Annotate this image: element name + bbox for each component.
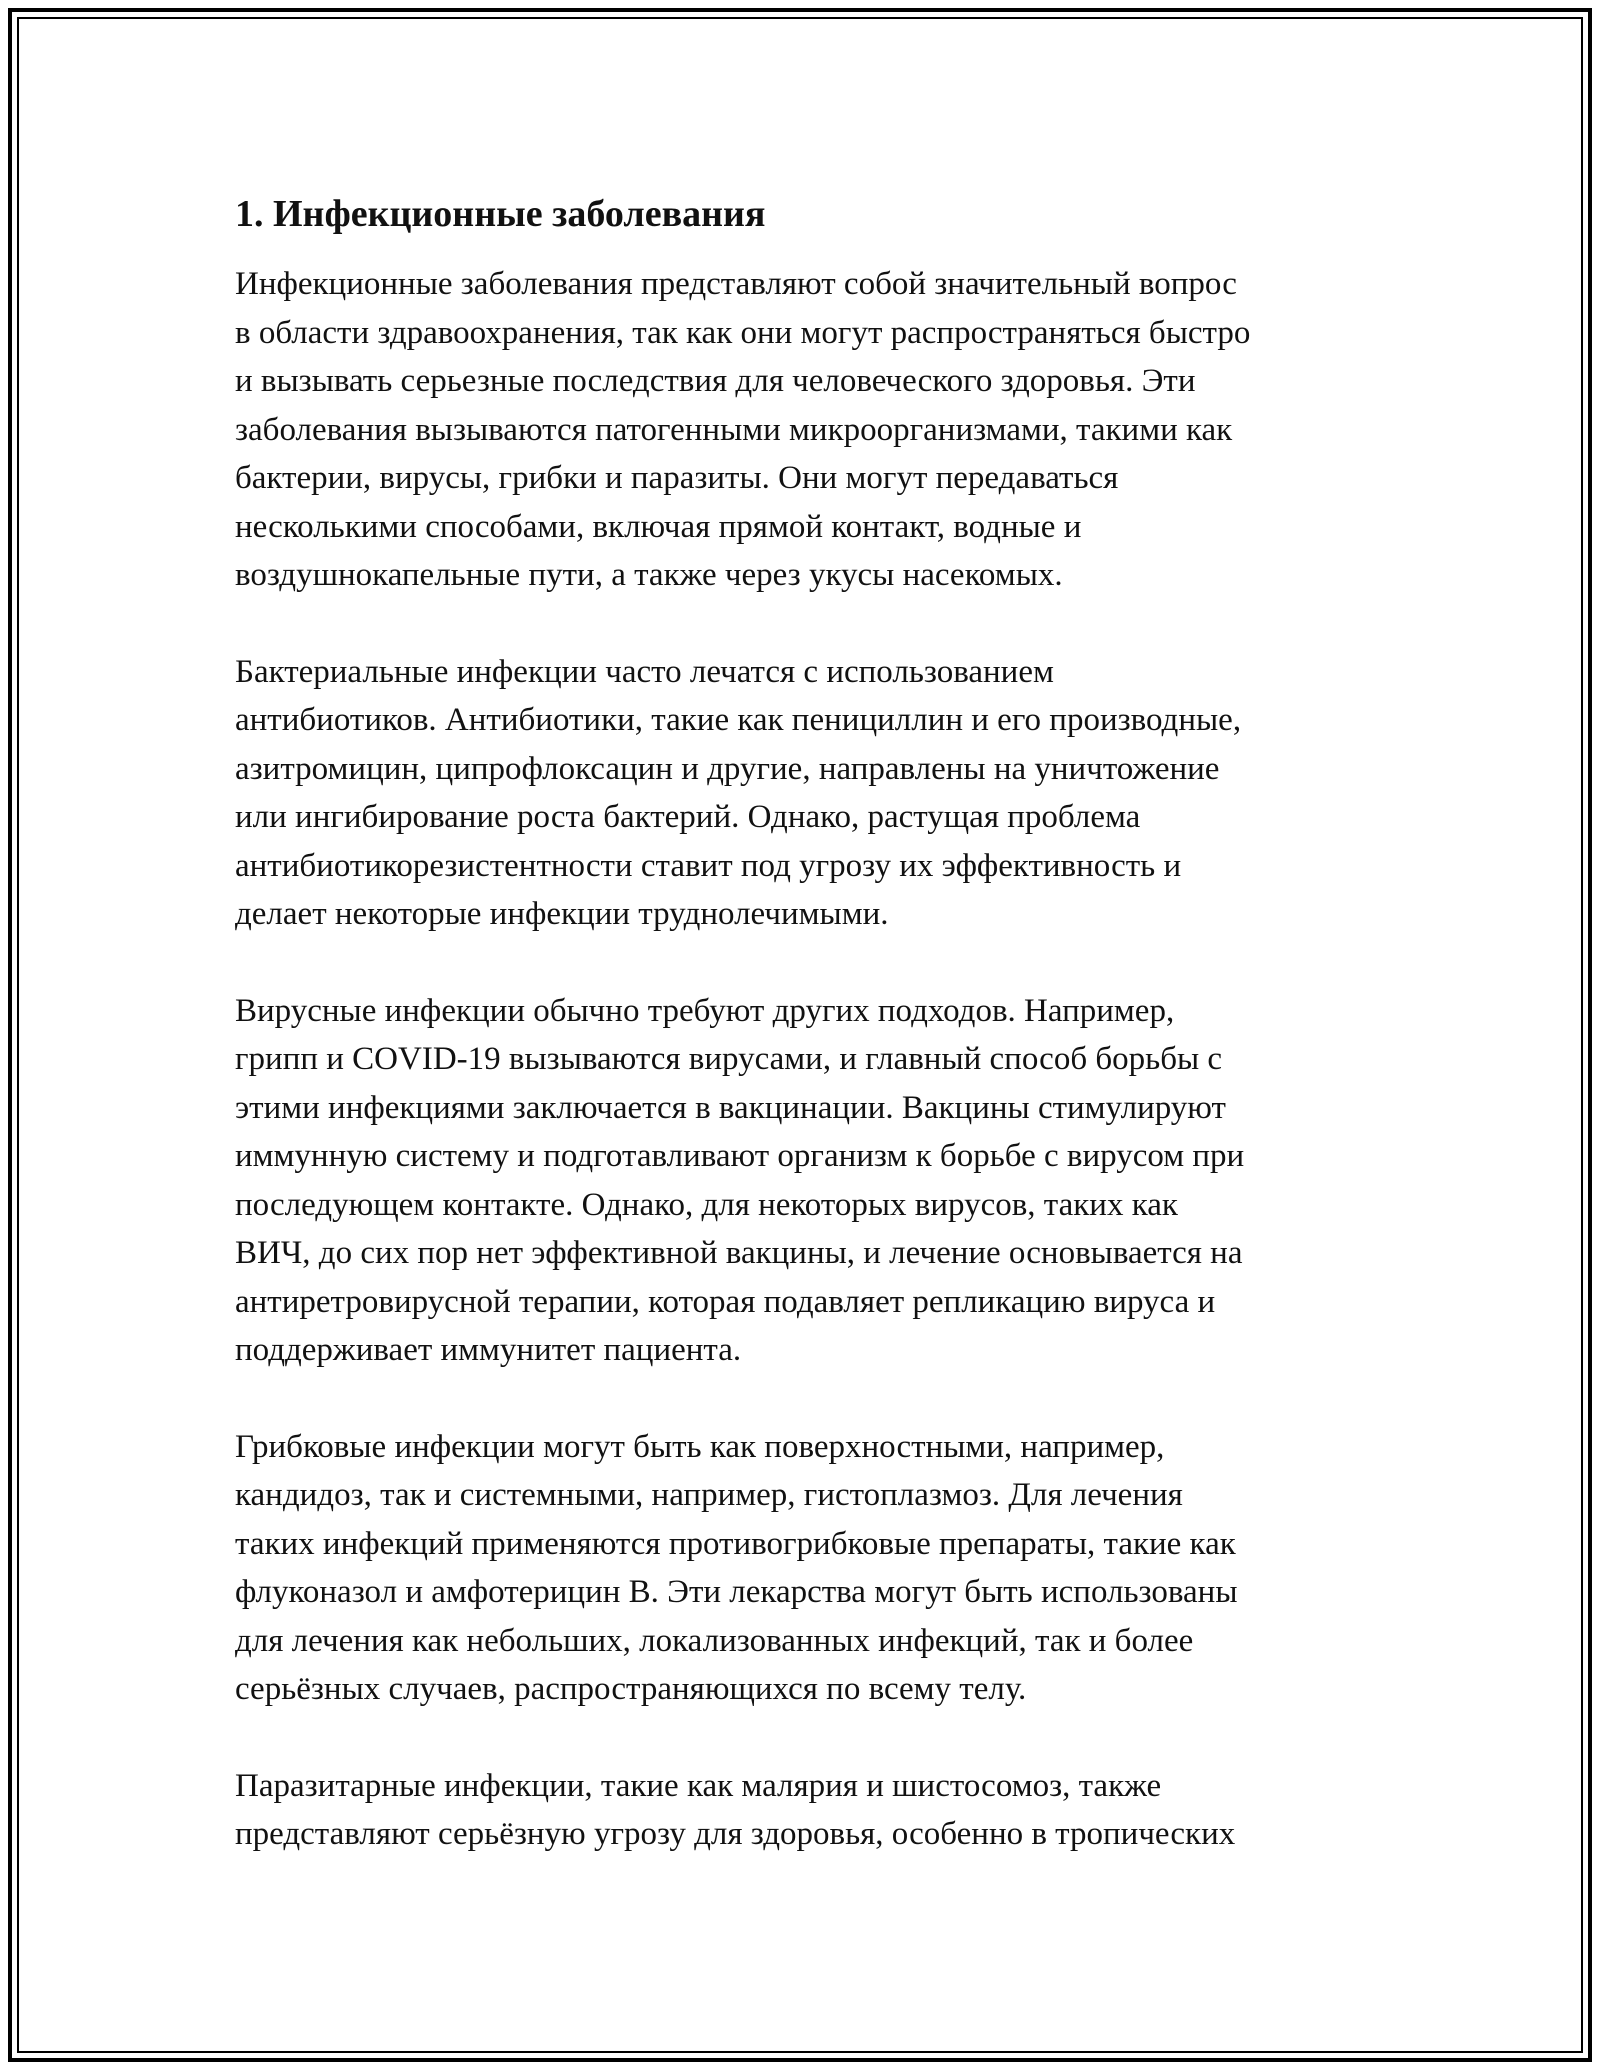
document-body xyxy=(235,188,1395,1907)
paragraph-viral-infections: Вирусные инфекции обычно требуют других подходов. Например, грипп и COVID-19 вызываются вирусами, и главный способ борьбы с этими инфекциями заключается в вакцинации. Вакцины стимулируют иммунную систему и подготавливают организм к борьбе с вирусом при последующем контакте. Однако, для некоторых вирусов, таких как ВИЧ, до сих пор нет эффективной вакцины, и лечение основывается на антиретровирусной терапии, которая подавляет репликацию вируса и поддерживает иммунитет пациента. xyxy=(235,992,1245,1368)
section-heading: 1. Инфекционные заболевания xyxy=(235,193,766,235)
paragraph-bacterial-infections: Бактериальные инфекции часто лечатся с использованием антибиотиков. Антибиотики, такие как пенициллин и его производные, азитромицин, ципрофлоксацин и другие, направлены на уничтожение или ингибирование роста бактерий. Однако, растущая проблема антибиотикорезистентности ставит под угрозу их эффективность и делает некоторые инфекции труднолечимыми. xyxy=(235,653,1242,932)
paragraph-infectious-diseases: Инфекционные заболевания представляют собой значительный вопрос в области здравоохранения, так как они могут распространяться быстро и вызывать серьезные последствия для человеческого здоровья. Эти заболевания вызываются патогенными микроорганизмами, такими как бактерии, вирусы, грибки и паразиты. Они могут передаваться несколькими способами, включая прямой контакт, водные и воздушнокапельные пути, а также через укусы насекомых. xyxy=(235,266,1251,593)
paragraph-parasitic-infections: Паразитарные инфекции, такие как малярия и шистосомоз, также представляют серьёзную угрозу для здоровья, особенно в тропических xyxy=(235,1767,1236,1852)
paragraph-fungal-infections: Грибковые инфекции могут быть как поверхностными, например, кандидоз, так и системными, например, гистоплазмоз. Для лечения таких инфекций применяются противогрибковые препараты, такие как флуконазол и амфотерицин B. Эти лекарства могут быть использованы для лечения как небольших, локализованных инфекций, так и более серьёзных случаев, распространяющихся по всему телу. xyxy=(235,1428,1238,1707)
